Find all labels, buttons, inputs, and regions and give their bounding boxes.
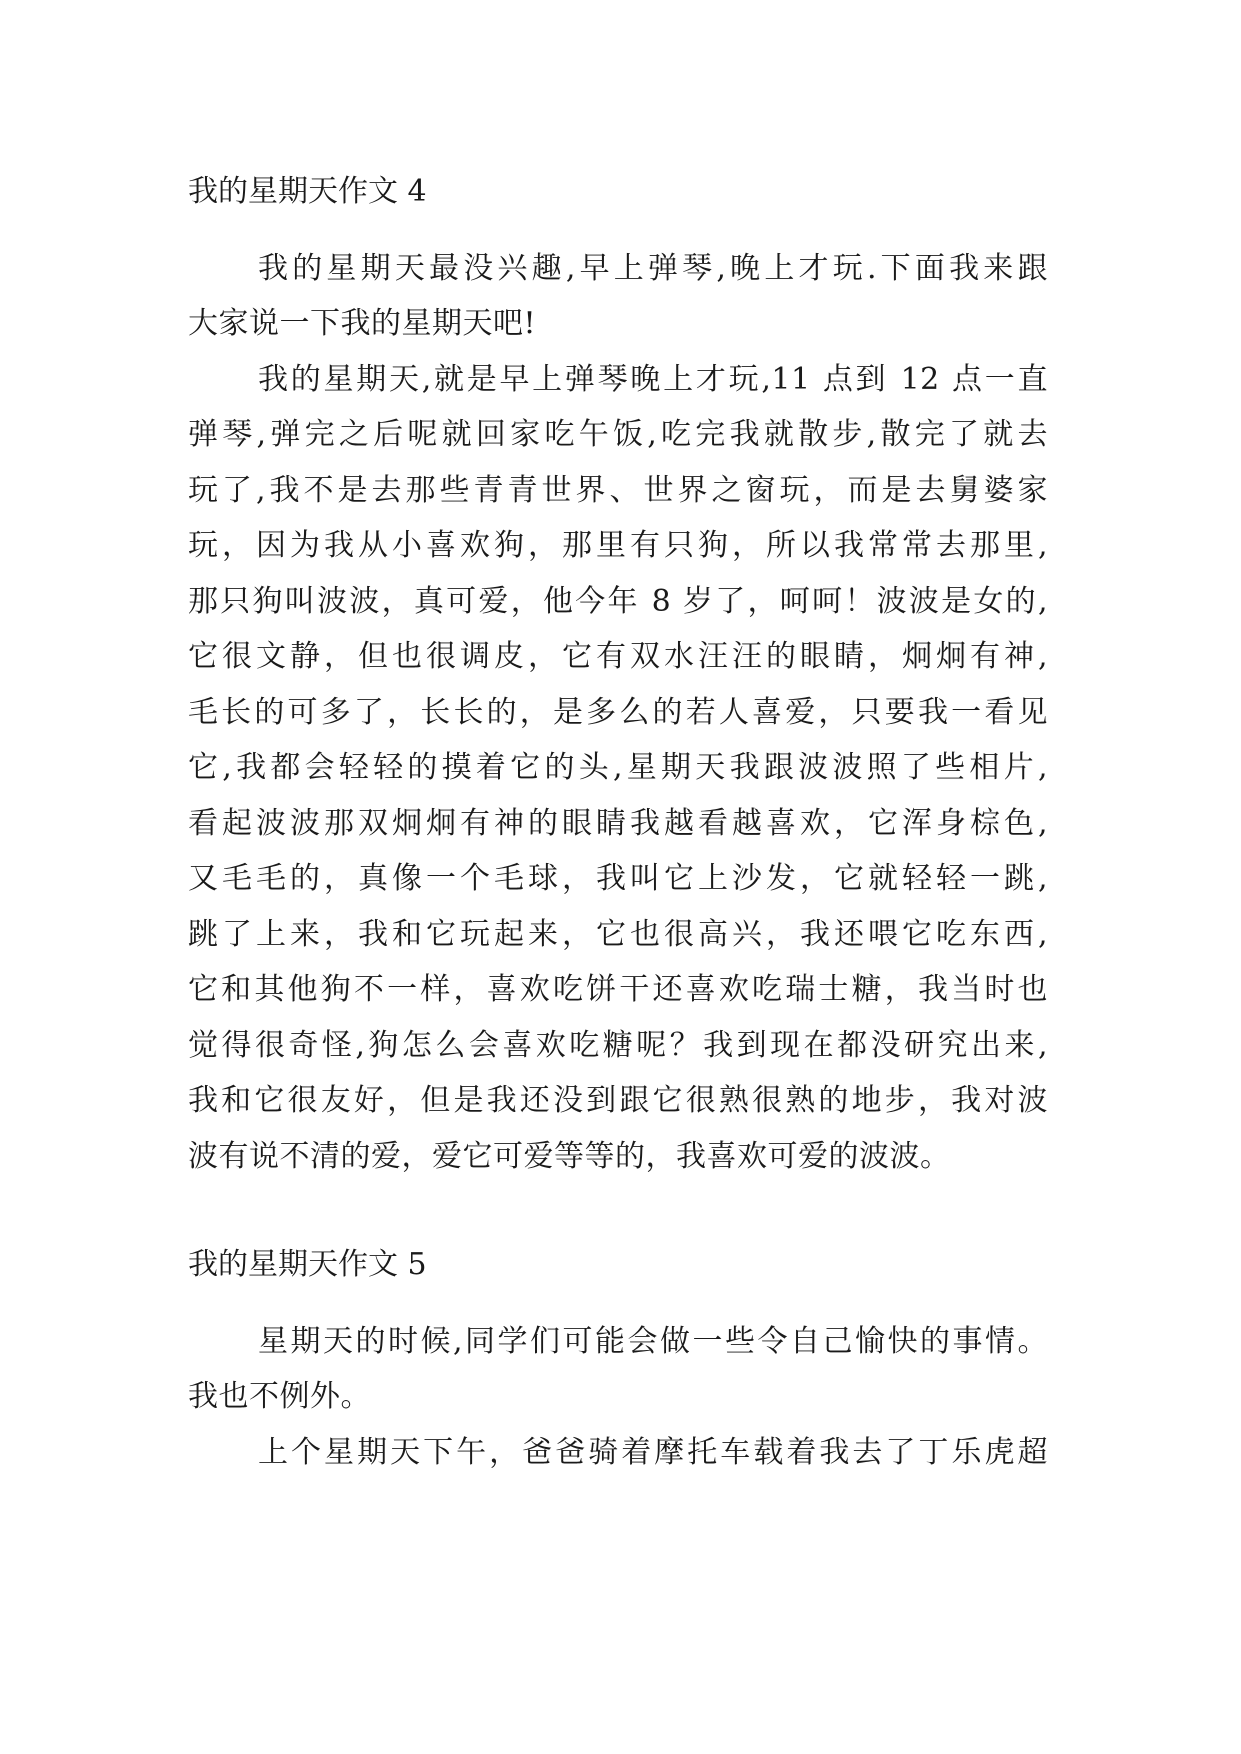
paragraph-line: 觉得很奇怪,狗怎么会喜欢吃糖呢？我到现在都没研究出来,	[188, 1028, 1048, 1063]
paragraph-line: 它和其他狗不一样，喜欢吃饼干还喜欢吃瑞士糖，我当时也	[188, 972, 1048, 1007]
section-heading: 我的星期天作文 5	[188, 1247, 427, 1282]
paragraph-line: 弹琴,弹完之后呢就回家吃午饭,吃完我就散步,散完了就去	[188, 417, 1048, 452]
paragraph-line: 我和它很友好，但是我还没到跟它很熟很熟的地步，我对波	[188, 1083, 1048, 1118]
paragraph-line: 我的星期天,就是早上弹琴晚上才玩,11 点到 12 点一直	[258, 362, 1048, 397]
paragraph-line: 波有说不清的爱，爱它可爱等等的，我喜欢可爱的波波。	[188, 1139, 951, 1174]
paragraph-line: 它很文静，但也很调皮，它有双水汪汪的眼睛，炯炯有神,	[188, 639, 1048, 674]
paragraph-line: 大家说一下我的星期天吧!	[188, 306, 537, 341]
paragraph-line: 那只狗叫波波，真可爱，他今年 8 岁了，呵呵！波波是女的,	[188, 584, 1048, 619]
paragraph-line: 我的星期天最没兴趣,早上弹琴,晚上才玩.下面我来跟	[258, 251, 1048, 286]
paragraph-line: 它,我都会轻轻的摸着它的头,星期天我跟波波照了些相片,	[188, 750, 1048, 785]
paragraph-line: 毛长的可多了，长长的，是多么的若人喜爱，只要我一看见	[188, 695, 1048, 730]
paragraph-line: 上个星期天下午，爸爸骑着摩托车载着我去了丁乐虎超	[258, 1435, 1048, 1470]
paragraph-line: 我也不例外。	[188, 1379, 371, 1414]
paragraph-line: 跳了上来，我和它玩起来，它也很高兴，我还喂它吃东西,	[188, 917, 1048, 952]
paragraph-line: 又毛毛的，真像一个毛球，我叫它上沙发，它就轻轻一跳,	[188, 861, 1048, 896]
section-heading: 我的星期天作文 4	[188, 174, 427, 209]
paragraph-line: 看起波波那双炯炯有神的眼睛我越看越喜欢，它浑身棕色,	[188, 806, 1048, 841]
paragraph-line: 玩，因为我从小喜欢狗，那里有只狗，所以我常常去那里,	[188, 528, 1048, 563]
paragraph-line: 星期天的时候,同学们可能会做一些令自己愉快的事情。	[258, 1324, 1048, 1359]
paragraph-line: 玩了,我不是去那些青青世界、世界之窗玩，而是去舅婆家	[188, 473, 1048, 508]
